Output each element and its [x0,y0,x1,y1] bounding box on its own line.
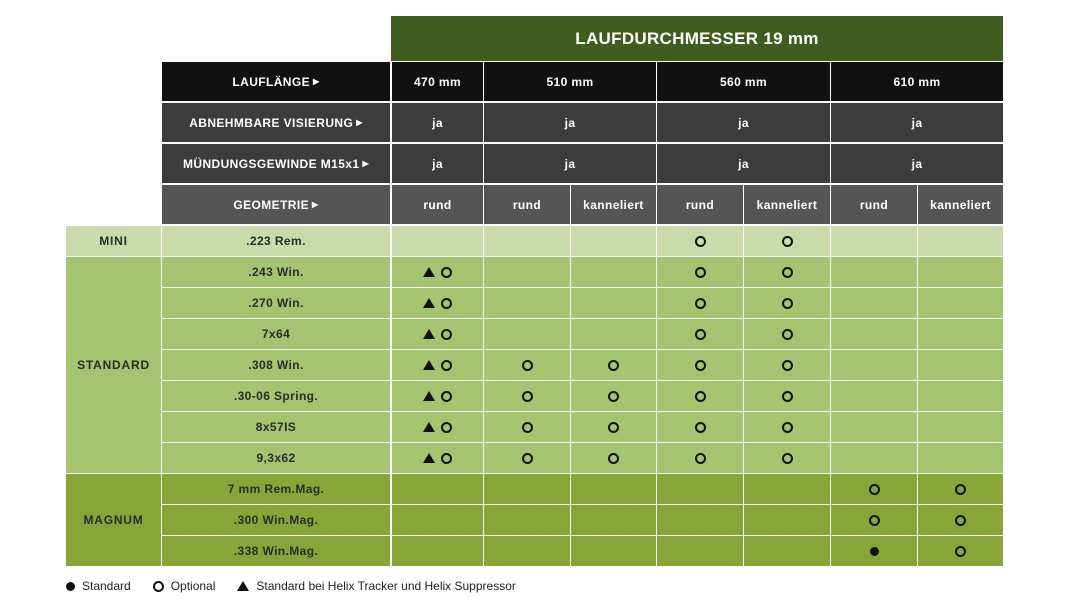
triangle-icon [237,581,249,591]
arrow-right-icon: ▶ [356,118,363,127]
cell-mark [782,453,793,464]
circle-icon [695,391,706,402]
circle-icon [782,298,793,309]
table-cell [831,257,917,287]
circle-icon [782,236,793,247]
cell-mark [695,422,706,433]
cell-mark [955,515,966,526]
geometry-cell: kanneliert [918,185,1003,224]
caliber-label: 8x57IS [162,412,390,442]
table-cell [918,474,1003,504]
header-value-cell: 510 mm [484,62,656,101]
caliber-label: 7x64 [162,319,390,349]
cell-mark [423,453,452,464]
circle-icon [695,422,706,433]
header-value-cell: ja [831,144,1003,183]
cell-mark [955,546,966,557]
circle-icon [782,329,793,340]
table-cell [392,257,483,287]
circle-icon [955,515,966,526]
table-cell [392,443,483,473]
table-cell [918,536,1003,566]
cell-mark [522,422,533,433]
table-cell [918,257,1003,287]
circle-icon [869,515,880,526]
cell-mark [782,298,793,309]
cell-mark [423,267,452,278]
table-cell [571,443,656,473]
table-cell [484,381,570,411]
table-cell [571,536,656,566]
table-cell [392,536,483,566]
triangle-icon [423,453,435,463]
circle-icon [869,484,880,495]
circle-icon [522,453,533,464]
table-cell [744,536,830,566]
caliber-label: .308 Win. [162,350,390,380]
header-label-visierung [162,103,390,142]
cell-mark [782,236,793,247]
cell-mark [782,267,793,278]
table-cell [392,226,483,256]
table-cell [657,319,743,349]
circle-icon [695,236,706,247]
table-cell [571,350,656,380]
header-label-lauflaenge [162,62,390,101]
legend-standard-label: Standard [82,579,131,593]
table-cell [571,288,656,318]
circle-icon [522,422,533,433]
circle-icon [522,391,533,402]
circle-icon [441,329,452,340]
cell-mark [695,453,706,464]
table-cell [392,288,483,318]
table-cell [484,474,570,504]
circle-icon [522,360,533,371]
header-value-cell: ja [831,103,1003,142]
caliber-label: .300 Win.Mag. [162,505,390,535]
cell-mark [695,360,706,371]
table-cell [484,226,570,256]
header-label-text: MÜNDUNGSGEWINDE M15x1 [183,156,360,171]
header-value-cell: ja [392,144,483,183]
table-cell [744,412,830,442]
table-cell [484,319,570,349]
circle-icon [782,422,793,433]
circle-icon [695,329,706,340]
table-cell [657,288,743,318]
table-cell [831,288,917,318]
table-cell [657,536,743,566]
arrow-right-icon: ▶ [312,200,319,209]
circle-icon [955,484,966,495]
triangle-icon [423,267,435,277]
header-value-cell: ja [484,144,656,183]
cell-mark [608,422,619,433]
header-value-cell: ja [657,144,830,183]
cell-mark [782,329,793,340]
triangle-icon [423,329,435,339]
circle-icon [441,267,452,278]
caliber-label: .223 Rem. [162,226,390,256]
cell-mark [608,453,619,464]
legend-optional [153,579,216,593]
header-label-text: ABNEHMBARE VISIERUNG [189,115,354,130]
table-cell [657,257,743,287]
table-cell [831,381,917,411]
cell-mark [522,360,533,371]
cell-mark [695,391,706,402]
table-cell [392,381,483,411]
circle-icon [695,298,706,309]
table-cell [392,474,483,504]
circle-icon [441,391,452,402]
table-cell [657,443,743,473]
cell-mark [955,484,966,495]
table-cell [657,350,743,380]
circle-icon [441,453,452,464]
geometry-cell: rund [657,185,743,224]
triangle-icon [423,360,435,370]
geometry-cell: rund [392,185,483,224]
circle-icon [695,453,706,464]
circle-icon [441,422,452,433]
table-cell [392,505,483,535]
table-cell [918,381,1003,411]
table-cell [744,505,830,535]
table-cell [392,412,483,442]
header-label-text: GEOMETRIE [233,197,310,212]
table-title: LAUFDURCHMESSER 19 mm [391,16,1003,61]
circle-icon [782,360,793,371]
cell-mark [423,422,452,433]
table-cell [571,257,656,287]
table-cell [918,226,1003,256]
circle-icon [441,360,452,371]
table-cell [657,474,743,504]
table-cell [484,412,570,442]
filled-dot-icon [870,547,879,556]
cell-mark [423,360,452,371]
caliber-label: 9,3x62 [162,443,390,473]
circle-icon [608,360,619,371]
table-cell [571,381,656,411]
circle-icon [695,360,706,371]
circle-icon [608,422,619,433]
table-cell [657,226,743,256]
table-cell [831,505,917,535]
cell-mark [695,298,706,309]
group-label: MINI [66,226,161,256]
triangle-icon [423,422,435,432]
caliber-label: .30-06 Spring. [162,381,390,411]
cell-mark [522,391,533,402]
header-label-gewinde [162,144,390,183]
cell-mark [869,515,880,526]
cell-mark [782,360,793,371]
table-cell [484,536,570,566]
header-value-cell: ja [392,103,483,142]
circle-icon [955,546,966,557]
table-cell [657,505,743,535]
filled-dot-icon [66,582,75,591]
caliber-label: .243 Win. [162,257,390,287]
table-cell [831,443,917,473]
circle-icon [782,453,793,464]
group-label: STANDARD [66,257,161,473]
geometry-cell: kanneliert [571,185,656,224]
circle-icon [608,453,619,464]
table-cell [831,226,917,256]
table-cell [831,350,917,380]
table-cell [918,443,1003,473]
table-cell [484,505,570,535]
table-cell [918,319,1003,349]
header-value-cell: ja [657,103,830,142]
table-cell [657,381,743,411]
geometry-cell: rund [831,185,917,224]
table-cell [744,350,830,380]
circle-icon [782,267,793,278]
header-value-cell: 470 mm [392,62,483,101]
header-label-text: LAUFLÄNGE [232,74,311,89]
group-label: MAGNUM [66,474,161,566]
legend [66,576,516,596]
table-cell [831,536,917,566]
table-cell [831,319,917,349]
table-cell [918,412,1003,442]
table-cell [571,505,656,535]
table-cell [918,350,1003,380]
caliber-label: .270 Win. [162,288,390,318]
table-cell [392,350,483,380]
table-cell [918,505,1003,535]
caliber-label: 7 mm Rem.Mag. [162,474,390,504]
table-cell [744,288,830,318]
table-cell [918,288,1003,318]
table-cell [392,319,483,349]
table-cell [744,443,830,473]
cell-mark [869,484,880,495]
cell-mark [695,236,706,247]
circle-icon [441,298,452,309]
cell-mark [522,453,533,464]
table-cell [571,474,656,504]
header-value-cell: 560 mm [657,62,830,101]
table-cell [657,412,743,442]
table-cell [571,412,656,442]
table-cell [484,257,570,287]
table-cell [744,381,830,411]
cell-mark [423,329,452,340]
table-cell [744,474,830,504]
cell-mark [423,298,452,309]
table-cell [831,412,917,442]
table-cell [484,288,570,318]
caliber-label: .338 Win.Mag. [162,536,390,566]
table-cell [831,474,917,504]
cell-mark [782,422,793,433]
triangle-icon [423,391,435,401]
circle-icon [153,581,164,592]
table-cell [571,226,656,256]
table-cell [744,319,830,349]
cell-mark [608,391,619,402]
cell-mark [608,360,619,371]
legend-standard [66,579,131,593]
table-cell [484,350,570,380]
geometry-cell: kanneliert [744,185,830,224]
table-cell [744,226,830,256]
table-cell [571,319,656,349]
cell-mark [695,329,706,340]
cell-mark [695,267,706,278]
circle-icon [695,267,706,278]
header-label-geometrie [162,185,390,224]
legend-helix [237,579,515,593]
header-value-cell: ja [484,103,656,142]
circle-icon [782,391,793,402]
legend-helix-label: Standard bei Helix Tracker und Helix Suppressor [256,579,516,593]
header-value-cell: 610 mm [831,62,1003,101]
cell-mark [782,391,793,402]
legend-optional-label: Optional [170,579,216,593]
table-cell [744,257,830,287]
cell-mark [423,391,452,402]
circle-icon [608,391,619,402]
cell-mark [870,547,879,556]
table-cell [484,443,570,473]
geometry-cell: rund [484,185,570,224]
arrow-right-icon: ▶ [313,77,320,86]
triangle-icon [423,298,435,308]
arrow-right-icon: ▶ [362,159,369,168]
